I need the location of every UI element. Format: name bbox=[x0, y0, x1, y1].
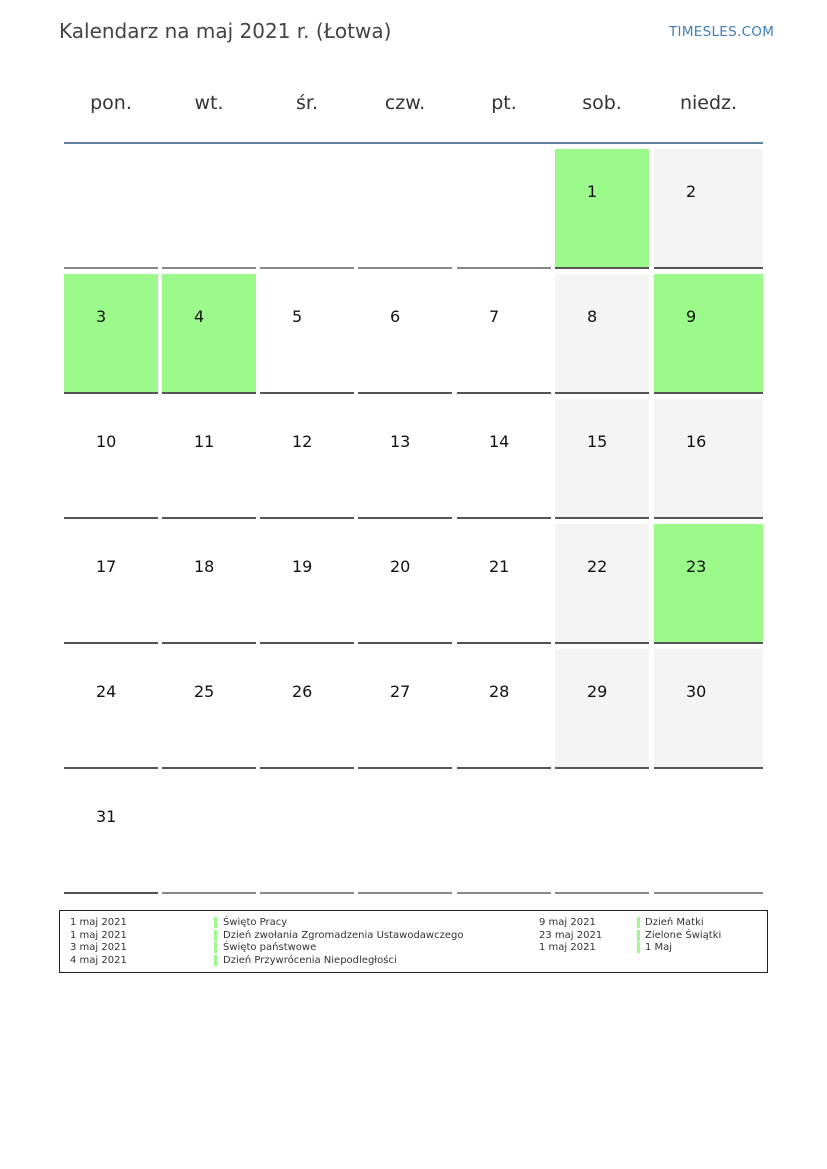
weekday-label: śr. bbox=[295, 92, 318, 114]
day-number: 19 bbox=[292, 557, 313, 576]
day-cell[interactable] bbox=[654, 149, 763, 269]
empty-day-cell bbox=[358, 149, 452, 269]
legend-holiday-name: Święto Pracy bbox=[223, 917, 288, 928]
header-divider bbox=[64, 142, 763, 144]
legend-holiday-name: 1 Maj bbox=[645, 942, 673, 953]
day-cell[interactable] bbox=[457, 399, 551, 519]
day-number: 30 bbox=[686, 682, 707, 701]
day-number: 8 bbox=[587, 307, 598, 326]
legend-holiday-name: Święto państwowe bbox=[223, 942, 317, 953]
day-cell[interactable] bbox=[555, 524, 649, 644]
brand-link[interactable]: TIMESLES.COM bbox=[669, 24, 775, 40]
day-number: 16 bbox=[686, 432, 707, 451]
day-cell-holiday[interactable] bbox=[555, 149, 649, 269]
day-cell[interactable] bbox=[260, 649, 354, 769]
day-cell[interactable] bbox=[162, 649, 256, 769]
day-cell[interactable] bbox=[555, 274, 649, 394]
day-cell[interactable] bbox=[64, 774, 158, 894]
day-number: 29 bbox=[587, 682, 608, 701]
legend-holiday-name: Dzień Przywrócenia Niepodległości bbox=[223, 954, 397, 966]
day-number: 13 bbox=[390, 432, 411, 451]
empty-day-cell bbox=[162, 774, 256, 894]
day-number: 20 bbox=[390, 557, 411, 576]
legend-holiday-name: Dzień zwołania Zgromadzenia Ustawodawczego bbox=[223, 929, 464, 941]
day-number: 21 bbox=[489, 557, 510, 576]
day-cell[interactable] bbox=[654, 399, 763, 519]
day-number: 14 bbox=[489, 432, 510, 451]
empty-day-cell bbox=[358, 774, 452, 894]
weekday-label: wt. bbox=[194, 92, 224, 114]
day-number: 15 bbox=[587, 432, 608, 451]
legend-date: 4 maj 2021 bbox=[70, 954, 127, 966]
day-cell[interactable] bbox=[358, 649, 452, 769]
day-cell[interactable] bbox=[260, 399, 354, 519]
legend-holiday-name: Zielone Świątki bbox=[645, 929, 722, 941]
day-cell-holiday[interactable] bbox=[654, 274, 763, 394]
day-number: 10 bbox=[96, 432, 117, 451]
legend-date: 3 maj 2021 bbox=[70, 942, 127, 953]
day-cell[interactable] bbox=[358, 399, 452, 519]
legend-entry bbox=[60, 916, 760, 929]
day-number: 24 bbox=[96, 682, 117, 701]
legend-color-swatch bbox=[637, 917, 640, 928]
day-number: 27 bbox=[390, 682, 411, 701]
day-cell[interactable] bbox=[162, 399, 256, 519]
day-cell[interactable] bbox=[64, 399, 158, 519]
day-number: 9 bbox=[686, 307, 697, 326]
day-number: 6 bbox=[390, 307, 401, 326]
day-cell-holiday[interactable] bbox=[654, 524, 763, 644]
legend-entry bbox=[60, 954, 760, 967]
weekday-label: sob. bbox=[582, 92, 622, 114]
legend-holiday-name: Dzień Matki bbox=[645, 917, 704, 928]
day-number: 23 bbox=[686, 557, 707, 576]
day-cell[interactable] bbox=[64, 649, 158, 769]
day-cell[interactable] bbox=[555, 649, 649, 769]
day-number: 7 bbox=[489, 307, 500, 326]
day-number: 11 bbox=[194, 432, 215, 451]
day-cell[interactable] bbox=[260, 274, 354, 394]
day-number: 4 bbox=[194, 307, 205, 326]
day-cell[interactable] bbox=[457, 524, 551, 644]
empty-day-cell bbox=[64, 149, 158, 269]
day-cell[interactable] bbox=[358, 274, 452, 394]
day-number: 22 bbox=[587, 557, 608, 576]
empty-day-cell bbox=[260, 149, 354, 269]
weekday-label: pt. bbox=[491, 92, 517, 114]
day-number: 1 bbox=[587, 182, 598, 201]
day-cell[interactable] bbox=[358, 524, 452, 644]
legend-date: 1 maj 2021 bbox=[539, 942, 596, 953]
empty-day-cell bbox=[162, 149, 256, 269]
day-cell-holiday[interactable] bbox=[162, 274, 256, 394]
day-cell[interactable] bbox=[555, 399, 649, 519]
legend-entry bbox=[60, 929, 760, 942]
legend-date: 1 maj 2021 bbox=[70, 929, 127, 941]
empty-day-cell bbox=[457, 774, 551, 894]
day-number: 26 bbox=[292, 682, 313, 701]
day-number: 17 bbox=[96, 557, 117, 576]
day-number: 12 bbox=[292, 432, 313, 451]
day-number: 3 bbox=[96, 307, 107, 326]
day-number: 18 bbox=[194, 557, 215, 576]
empty-day-cell bbox=[555, 774, 649, 894]
legend-date: 9 maj 2021 bbox=[539, 917, 596, 928]
legend-color-swatch bbox=[637, 942, 640, 953]
legend-date: 23 maj 2021 bbox=[539, 929, 603, 941]
empty-day-cell bbox=[654, 774, 763, 894]
weekday-label: pon. bbox=[90, 92, 132, 114]
day-cell[interactable] bbox=[260, 524, 354, 644]
legend-color-swatch bbox=[214, 955, 217, 966]
legend-date: 1 maj 2021 bbox=[70, 917, 127, 928]
legend-color-swatch bbox=[637, 930, 640, 941]
day-cell[interactable] bbox=[654, 649, 763, 769]
weekday-label: niedz. bbox=[679, 92, 738, 114]
holiday-legend bbox=[59, 910, 768, 973]
day-cell[interactable] bbox=[64, 524, 158, 644]
day-number: 28 bbox=[489, 682, 510, 701]
day-cell[interactable] bbox=[457, 274, 551, 394]
day-number: 25 bbox=[194, 682, 215, 701]
empty-day-cell bbox=[260, 774, 354, 894]
page-title: Kalendarz na maj 2021 r. (Łotwa) bbox=[59, 19, 392, 43]
day-number: 2 bbox=[686, 182, 697, 201]
day-cell[interactable] bbox=[162, 524, 256, 644]
day-cell[interactable] bbox=[457, 649, 551, 769]
weekday-label: czw. bbox=[384, 92, 426, 114]
legend-entry bbox=[60, 941, 760, 954]
day-number: 5 bbox=[292, 307, 303, 326]
day-number: 31 bbox=[96, 807, 117, 826]
day-cell-holiday[interactable] bbox=[64, 274, 158, 394]
empty-day-cell bbox=[457, 149, 551, 269]
